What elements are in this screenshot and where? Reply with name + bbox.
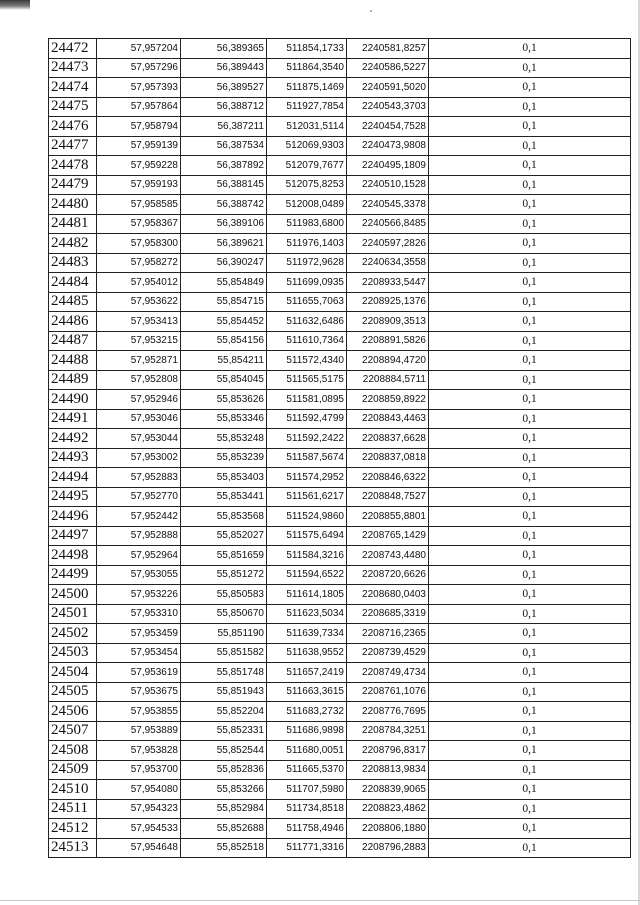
table-row (49, 643, 631, 663)
longitude-cell: 56,389443 (181, 58, 267, 78)
x-coordinate-cell: 511581,0895 (267, 390, 347, 410)
value-cell: 0,1 (429, 624, 631, 644)
longitude-cell: 55,854156 (181, 331, 267, 351)
table-row (49, 448, 631, 468)
table-row (49, 429, 631, 449)
x-coordinate-cell: 512008,0489 (267, 195, 347, 215)
latitude-cell: 57,957296 (97, 58, 181, 78)
x-coordinate-cell: 512069,9303 (267, 136, 347, 156)
value-cell: 0,1 (429, 409, 631, 429)
table-row (49, 390, 631, 410)
x-coordinate-cell: 511587,5674 (267, 448, 347, 468)
y-coordinate-cell: 2208685,3319 (347, 604, 429, 624)
longitude-cell: 56,387534 (181, 136, 267, 156)
point-number-cell: 24480 (49, 195, 97, 215)
longitude-cell: 55,852518 (181, 838, 267, 858)
latitude-cell: 57,953310 (97, 604, 181, 624)
longitude-cell: 55,854715 (181, 292, 267, 312)
point-number-cell: 24493 (49, 448, 97, 468)
y-coordinate-cell: 2240495,1809 (347, 156, 429, 176)
longitude-cell: 56,387211 (181, 117, 267, 137)
table-row (49, 604, 631, 624)
latitude-cell: 57,953226 (97, 585, 181, 605)
y-coordinate-cell: 2208776,7695 (347, 702, 429, 722)
longitude-cell: 55,854211 (181, 351, 267, 371)
latitude-cell: 57,959139 (97, 136, 181, 156)
x-coordinate-cell: 511594,6522 (267, 565, 347, 585)
value-cell: 0,1 (429, 117, 631, 137)
value-cell: 0,1 (429, 838, 631, 858)
table-row (49, 78, 631, 98)
y-coordinate-cell: 2208933,5447 (347, 273, 429, 293)
x-coordinate-cell: 511592,4799 (267, 409, 347, 429)
point-number-cell: 24486 (49, 312, 97, 332)
longitude-cell: 55,851943 (181, 682, 267, 702)
y-coordinate-cell: 2208846,6322 (347, 468, 429, 488)
table-row (49, 214, 631, 234)
y-coordinate-cell: 2208806,1880 (347, 819, 429, 839)
y-coordinate-cell: 2208837,6628 (347, 429, 429, 449)
y-coordinate-cell: 2240581,8257 (347, 39, 429, 59)
x-coordinate-cell: 511639,7334 (267, 624, 347, 644)
latitude-cell: 57,957864 (97, 97, 181, 117)
value-cell: 0,1 (429, 487, 631, 507)
x-coordinate-cell: 511680,0051 (267, 741, 347, 761)
point-number-cell: 24482 (49, 234, 97, 254)
table-row (49, 351, 631, 371)
table-row (49, 838, 631, 858)
x-coordinate-cell: 511638,9552 (267, 643, 347, 663)
table-row (49, 585, 631, 605)
table-row (49, 175, 631, 195)
x-coordinate-cell: 511561,6217 (267, 487, 347, 507)
x-coordinate-cell: 511665,5370 (267, 760, 347, 780)
longitude-cell: 56,387892 (181, 156, 267, 176)
table-row (49, 760, 631, 780)
latitude-cell: 57,953619 (97, 663, 181, 683)
longitude-cell: 55,852688 (181, 819, 267, 839)
value-cell: 0,1 (429, 195, 631, 215)
x-coordinate-cell: 511657,2419 (267, 663, 347, 683)
table-row (49, 780, 631, 800)
table-row (49, 507, 631, 527)
value-cell: 0,1 (429, 643, 631, 663)
point-number-cell: 24501 (49, 604, 97, 624)
x-coordinate-cell: 511575,6494 (267, 526, 347, 546)
y-coordinate-cell: 2240510,1528 (347, 175, 429, 195)
latitude-cell: 57,953622 (97, 292, 181, 312)
y-coordinate-cell: 2208765,1429 (347, 526, 429, 546)
latitude-cell: 57,953459 (97, 624, 181, 644)
scan-artifact-corner (0, 0, 30, 10)
y-coordinate-cell: 2208743,4480 (347, 546, 429, 566)
y-coordinate-cell: 2240597,2826 (347, 234, 429, 254)
point-number-cell: 24477 (49, 136, 97, 156)
y-coordinate-cell: 2208925,1376 (347, 292, 429, 312)
value-cell: 0,1 (429, 390, 631, 410)
table-row (49, 546, 631, 566)
value-cell: 0,1 (429, 604, 631, 624)
longitude-cell: 55,854849 (181, 273, 267, 293)
x-coordinate-cell: 511854,1733 (267, 39, 347, 59)
value-cell: 0,1 (429, 175, 631, 195)
value-cell: 0,1 (429, 799, 631, 819)
point-number-cell: 24473 (49, 58, 97, 78)
y-coordinate-cell: 2208848,7527 (347, 487, 429, 507)
y-coordinate-cell: 2208716,2365 (347, 624, 429, 644)
point-number-cell: 24510 (49, 780, 97, 800)
value-cell: 0,1 (429, 663, 631, 683)
point-number-cell: 24487 (49, 331, 97, 351)
value-cell: 0,1 (429, 136, 631, 156)
latitude-cell: 57,959193 (97, 175, 181, 195)
point-number-cell: 24484 (49, 273, 97, 293)
x-coordinate-cell: 511927,7854 (267, 97, 347, 117)
y-coordinate-cell: 2240566,8485 (347, 214, 429, 234)
point-number-cell: 24496 (49, 507, 97, 527)
point-number-cell: 24489 (49, 370, 97, 390)
table-row (49, 370, 631, 390)
value-cell: 0,1 (429, 234, 631, 254)
y-coordinate-cell: 2208909,3513 (347, 312, 429, 332)
y-coordinate-cell: 2208749,4734 (347, 663, 429, 683)
point-number-cell: 24488 (49, 351, 97, 371)
table-row (49, 156, 631, 176)
point-number-cell: 24494 (49, 468, 97, 488)
longitude-cell: 56,389365 (181, 39, 267, 59)
longitude-cell: 55,854045 (181, 370, 267, 390)
x-coordinate-cell: 511610,7364 (267, 331, 347, 351)
y-coordinate-cell: 2240545,3378 (347, 195, 429, 215)
x-coordinate-cell: 511614,1805 (267, 585, 347, 605)
table-row (49, 136, 631, 156)
value-cell: 0,1 (429, 273, 631, 293)
longitude-cell: 55,853441 (181, 487, 267, 507)
table-row (49, 195, 631, 215)
x-coordinate-cell: 511592,2422 (267, 429, 347, 449)
longitude-cell: 55,851748 (181, 663, 267, 683)
y-coordinate-cell: 2208739,4529 (347, 643, 429, 663)
point-number-cell: 24500 (49, 585, 97, 605)
latitude-cell: 57,957204 (97, 39, 181, 59)
x-coordinate-cell: 511574,2952 (267, 468, 347, 488)
x-coordinate-cell: 511655,7063 (267, 292, 347, 312)
table-row (49, 273, 631, 293)
value-cell: 0,1 (429, 312, 631, 332)
point-number-cell: 24491 (49, 409, 97, 429)
longitude-cell: 55,852544 (181, 741, 267, 761)
longitude-cell: 55,851190 (181, 624, 267, 644)
longitude-cell: 56,388742 (181, 195, 267, 215)
table-row (49, 253, 631, 273)
latitude-cell: 57,953046 (97, 409, 181, 429)
latitude-cell: 57,953215 (97, 331, 181, 351)
latitude-cell: 57,953055 (97, 565, 181, 585)
latitude-cell: 57,953413 (97, 312, 181, 332)
latitude-cell: 57,957393 (97, 78, 181, 98)
x-coordinate-cell: 511972,9628 (267, 253, 347, 273)
latitude-cell: 57,953044 (97, 429, 181, 449)
x-coordinate-cell: 511734,8518 (267, 799, 347, 819)
y-coordinate-cell: 2240591,5020 (347, 78, 429, 98)
latitude-cell: 57,958585 (97, 195, 181, 215)
table-row (49, 292, 631, 312)
longitude-cell: 55,853266 (181, 780, 267, 800)
y-coordinate-cell: 2208859,8922 (347, 390, 429, 410)
y-coordinate-cell: 2208720,6626 (347, 565, 429, 585)
value-cell: 0,1 (429, 760, 631, 780)
latitude-cell: 57,952946 (97, 390, 181, 410)
table-row (49, 468, 631, 488)
latitude-cell: 57,952964 (97, 546, 181, 566)
latitude-cell: 57,958272 (97, 253, 181, 273)
point-number-cell: 24490 (49, 390, 97, 410)
latitude-cell: 57,952808 (97, 370, 181, 390)
y-coordinate-cell: 2208843,4463 (347, 409, 429, 429)
latitude-cell: 57,953675 (97, 682, 181, 702)
table-row (49, 117, 631, 137)
longitude-cell: 55,853403 (181, 468, 267, 488)
latitude-cell: 57,958794 (97, 117, 181, 137)
value-cell: 0,1 (429, 331, 631, 351)
point-number-cell: 24513 (49, 838, 97, 858)
y-coordinate-cell: 2208894,4720 (347, 351, 429, 371)
y-coordinate-cell: 2208884,5711 (347, 370, 429, 390)
x-coordinate-cell: 511524,9860 (267, 507, 347, 527)
value-cell: 0,1 (429, 214, 631, 234)
latitude-cell: 57,954323 (97, 799, 181, 819)
latitude-cell: 57,953889 (97, 721, 181, 741)
table-row (49, 663, 631, 683)
value-cell: 0,1 (429, 97, 631, 117)
latitude-cell: 57,952871 (97, 351, 181, 371)
y-coordinate-cell: 2240586,5227 (347, 58, 429, 78)
point-number-cell: 24492 (49, 429, 97, 449)
y-coordinate-cell: 2208823,4862 (347, 799, 429, 819)
x-coordinate-cell: 512031,5114 (267, 117, 347, 137)
scan-artifact-dot (370, 10, 372, 12)
table-row (49, 234, 631, 254)
longitude-cell: 55,851272 (181, 565, 267, 585)
point-number-cell: 24475 (49, 97, 97, 117)
x-coordinate-cell: 511565,5175 (267, 370, 347, 390)
value-cell: 0,1 (429, 819, 631, 839)
value-cell: 0,1 (429, 526, 631, 546)
y-coordinate-cell: 2240634,3558 (347, 253, 429, 273)
latitude-cell: 57,952888 (97, 526, 181, 546)
longitude-cell: 56,389106 (181, 214, 267, 234)
y-coordinate-cell: 2208761,1076 (347, 682, 429, 702)
table-row (49, 682, 631, 702)
table-row (49, 702, 631, 722)
y-coordinate-cell: 2240473,9808 (347, 136, 429, 156)
y-coordinate-cell: 2208680,0403 (347, 585, 429, 605)
latitude-cell: 57,953002 (97, 448, 181, 468)
latitude-cell: 57,953700 (97, 760, 181, 780)
coordinates-table (48, 38, 631, 858)
longitude-cell: 55,852331 (181, 721, 267, 741)
table-row (49, 312, 631, 332)
table-row (49, 331, 631, 351)
x-coordinate-cell: 511572,4340 (267, 351, 347, 371)
value-cell: 0,1 (429, 292, 631, 312)
x-coordinate-cell: 511683,2732 (267, 702, 347, 722)
x-coordinate-cell: 511771,3316 (267, 838, 347, 858)
table-row (49, 565, 631, 585)
longitude-cell: 55,851582 (181, 643, 267, 663)
x-coordinate-cell: 511976,1403 (267, 234, 347, 254)
value-cell: 0,1 (429, 780, 631, 800)
point-number-cell: 24476 (49, 117, 97, 137)
latitude-cell: 57,953454 (97, 643, 181, 663)
latitude-cell: 57,952770 (97, 487, 181, 507)
x-coordinate-cell: 511663,3615 (267, 682, 347, 702)
point-number-cell: 24485 (49, 292, 97, 312)
point-number-cell: 24495 (49, 487, 97, 507)
coordinates-table-body (49, 39, 631, 858)
point-number-cell: 24483 (49, 253, 97, 273)
x-coordinate-cell: 511864,3540 (267, 58, 347, 78)
value-cell: 0,1 (429, 546, 631, 566)
point-number-cell: 24479 (49, 175, 97, 195)
x-coordinate-cell: 512075,8253 (267, 175, 347, 195)
latitude-cell: 57,953828 (97, 741, 181, 761)
value-cell: 0,1 (429, 39, 631, 59)
x-coordinate-cell: 511632,6486 (267, 312, 347, 332)
point-number-cell: 24499 (49, 565, 97, 585)
longitude-cell: 55,853626 (181, 390, 267, 410)
table-row (49, 526, 631, 546)
table-row (49, 409, 631, 429)
point-number-cell: 24478 (49, 156, 97, 176)
longitude-cell: 55,852836 (181, 760, 267, 780)
table-row (49, 741, 631, 761)
value-cell: 0,1 (429, 351, 631, 371)
longitude-cell: 55,853568 (181, 507, 267, 527)
point-number-cell: 24505 (49, 682, 97, 702)
value-cell: 0,1 (429, 565, 631, 585)
longitude-cell: 55,851659 (181, 546, 267, 566)
y-coordinate-cell: 2208784,3251 (347, 721, 429, 741)
table-row (49, 799, 631, 819)
point-number-cell: 24512 (49, 819, 97, 839)
longitude-cell: 55,852984 (181, 799, 267, 819)
point-number-cell: 24508 (49, 741, 97, 761)
latitude-cell: 57,954012 (97, 273, 181, 293)
latitude-cell: 57,952442 (97, 507, 181, 527)
longitude-cell: 55,853248 (181, 429, 267, 449)
table-row (49, 819, 631, 839)
y-coordinate-cell: 2208813,9834 (347, 760, 429, 780)
latitude-cell: 57,954648 (97, 838, 181, 858)
point-number-cell: 24481 (49, 214, 97, 234)
y-coordinate-cell: 2208796,8317 (347, 741, 429, 761)
point-number-cell: 24504 (49, 663, 97, 683)
point-number-cell: 24498 (49, 546, 97, 566)
point-number-cell: 24506 (49, 702, 97, 722)
x-coordinate-cell: 511983,6800 (267, 214, 347, 234)
latitude-cell: 57,958367 (97, 214, 181, 234)
value-cell: 0,1 (429, 429, 631, 449)
value-cell: 0,1 (429, 58, 631, 78)
point-number-cell: 24472 (49, 39, 97, 59)
value-cell: 0,1 (429, 741, 631, 761)
latitude-cell: 57,953855 (97, 702, 181, 722)
table-row (49, 624, 631, 644)
y-coordinate-cell: 2208839,9065 (347, 780, 429, 800)
point-number-cell: 24503 (49, 643, 97, 663)
longitude-cell: 55,850583 (181, 585, 267, 605)
latitude-cell: 57,959228 (97, 156, 181, 176)
x-coordinate-cell: 511584,3216 (267, 546, 347, 566)
value-cell: 0,1 (429, 702, 631, 722)
x-coordinate-cell: 511875,1469 (267, 78, 347, 98)
longitude-cell: 55,853346 (181, 409, 267, 429)
value-cell: 0,1 (429, 253, 631, 273)
value-cell: 0,1 (429, 721, 631, 741)
value-cell: 0,1 (429, 507, 631, 527)
point-number-cell: 24507 (49, 721, 97, 741)
point-number-cell: 24511 (49, 799, 97, 819)
longitude-cell: 56,390247 (181, 253, 267, 273)
x-coordinate-cell: 511699,0935 (267, 273, 347, 293)
point-number-cell: 24497 (49, 526, 97, 546)
longitude-cell: 56,389527 (181, 78, 267, 98)
x-coordinate-cell: 511623,5034 (267, 604, 347, 624)
value-cell: 0,1 (429, 156, 631, 176)
table-row (49, 39, 631, 59)
table-row (49, 58, 631, 78)
x-coordinate-cell: 512079,7677 (267, 156, 347, 176)
point-number-cell: 24474 (49, 78, 97, 98)
longitude-cell: 55,852204 (181, 702, 267, 722)
value-cell: 0,1 (429, 78, 631, 98)
longitude-cell: 56,388712 (181, 97, 267, 117)
x-coordinate-cell: 511686,9898 (267, 721, 347, 741)
longitude-cell: 55,850670 (181, 604, 267, 624)
value-cell: 0,1 (429, 370, 631, 390)
point-number-cell: 24509 (49, 760, 97, 780)
table-row (49, 487, 631, 507)
longitude-cell: 56,389621 (181, 234, 267, 254)
value-cell: 0,1 (429, 468, 631, 488)
scan-artifact-bottom (0, 900, 640, 901)
y-coordinate-cell: 2208796,2883 (347, 838, 429, 858)
latitude-cell: 57,954080 (97, 780, 181, 800)
table-row (49, 721, 631, 741)
y-coordinate-cell: 2208855,8801 (347, 507, 429, 527)
longitude-cell: 55,852027 (181, 526, 267, 546)
x-coordinate-cell: 511707,5980 (267, 780, 347, 800)
value-cell: 0,1 (429, 585, 631, 605)
x-coordinate-cell: 511758,4946 (267, 819, 347, 839)
y-coordinate-cell: 2208837,0818 (347, 448, 429, 468)
y-coordinate-cell: 2240543,3703 (347, 97, 429, 117)
longitude-cell: 55,853239 (181, 448, 267, 468)
latitude-cell: 57,958300 (97, 234, 181, 254)
y-coordinate-cell: 2240454,7528 (347, 117, 429, 137)
latitude-cell: 57,952883 (97, 468, 181, 488)
point-number-cell: 24502 (49, 624, 97, 644)
table-row (49, 97, 631, 117)
latitude-cell: 57,954533 (97, 819, 181, 839)
longitude-cell: 55,854452 (181, 312, 267, 332)
value-cell: 0,1 (429, 682, 631, 702)
value-cell: 0,1 (429, 448, 631, 468)
y-coordinate-cell: 2208891,5826 (347, 331, 429, 351)
longitude-cell: 56,388145 (181, 175, 267, 195)
